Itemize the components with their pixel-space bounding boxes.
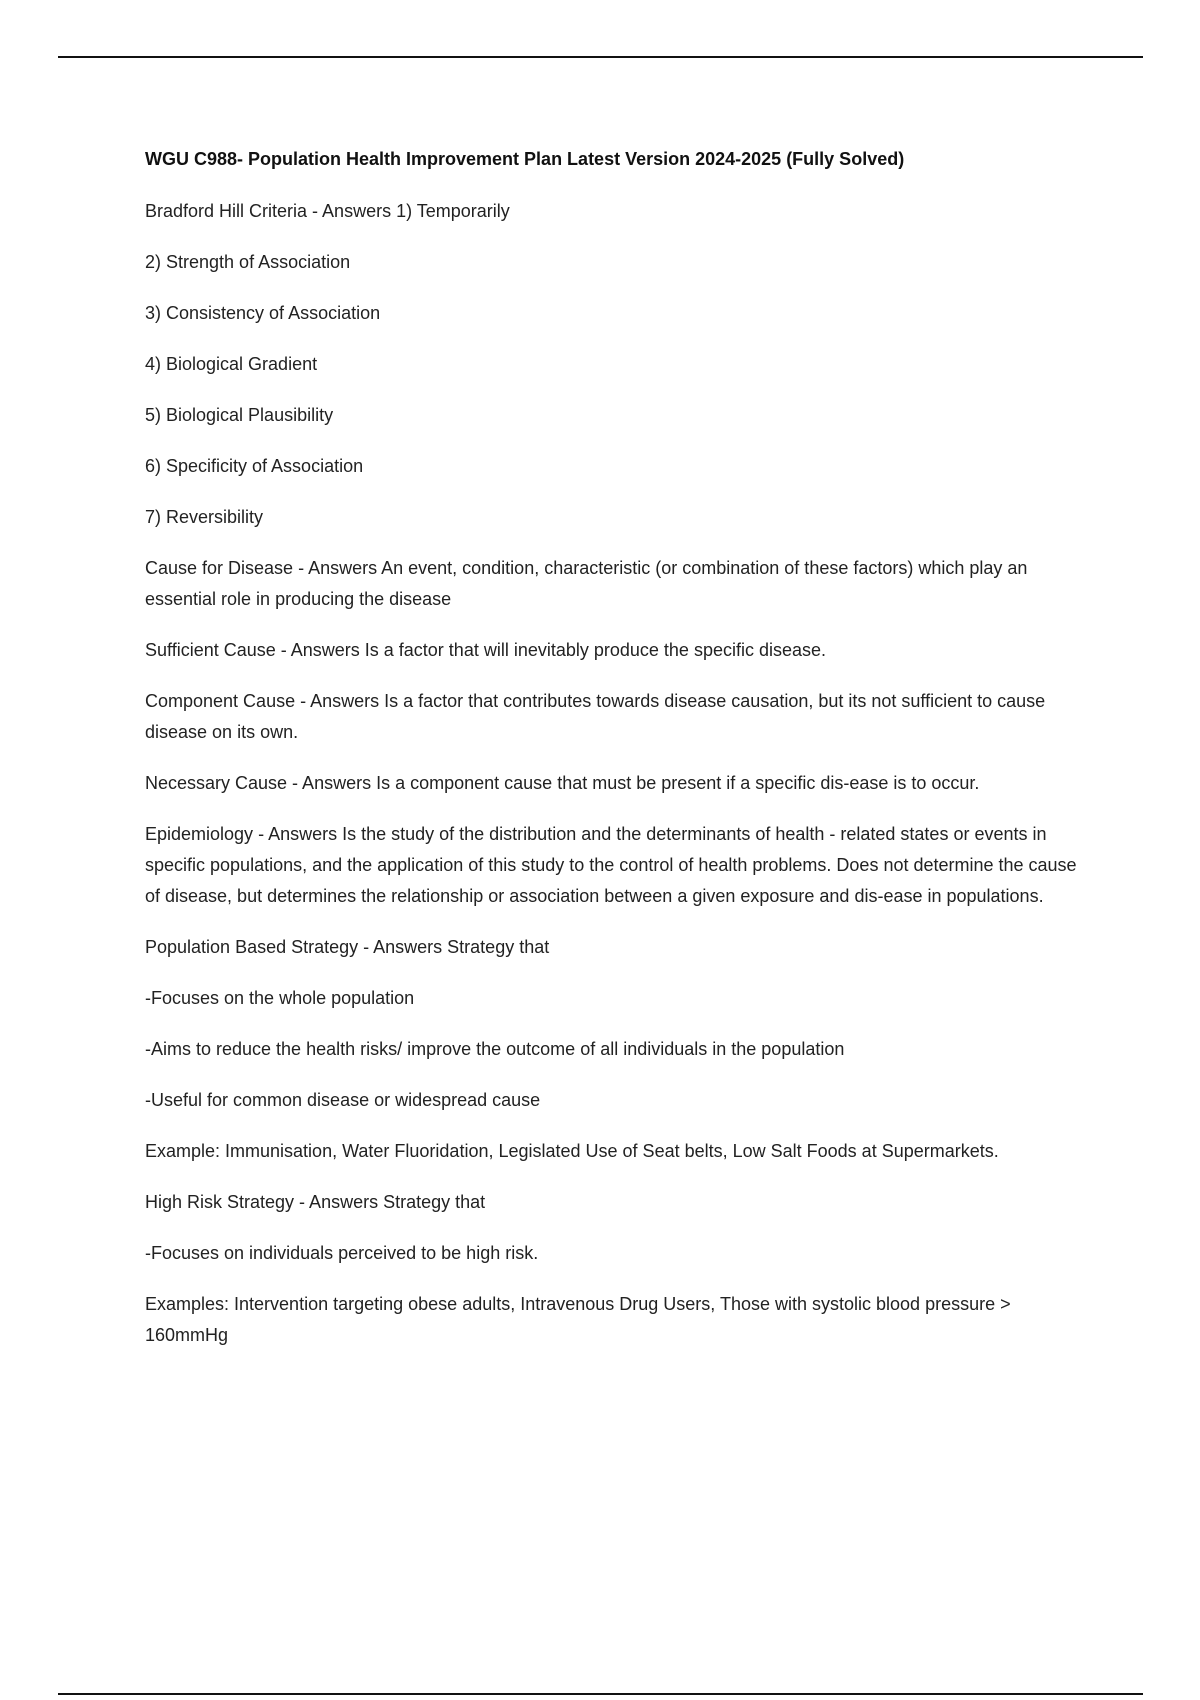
component-cause: Component Cause - Answers Is a factor that contributes towards disease causation, but its not sufficient to cause disease on its own. xyxy=(145,691,1046,742)
criteria-item: 4) Biological Gradient xyxy=(145,354,318,374)
criteria-item: 3) Consistency of Association xyxy=(145,303,381,323)
strategy-point: -Useful for common disease or widespread cause xyxy=(145,1090,541,1110)
criteria-item: 7) Reversibility xyxy=(145,507,264,527)
strategy-point: -Focuses on individuals perceived to be high risk. xyxy=(145,1243,539,1263)
strategy-point: -Focuses on the whole population xyxy=(145,988,415,1008)
bottom-rule xyxy=(58,1693,1143,1695)
cause-for-disease: Cause for Disease - Answers An event, condition, characteristic (or combination of these factors) which play an essential role in producing the disease xyxy=(145,558,1028,609)
high-risk-strategy: High Risk Strategy - Answers Strategy that xyxy=(145,1192,486,1212)
epidemiology: Epidemiology - Answers Is the study of the distribution and the determinants of health - related states or events in specific populations, and the application of this study to the control of health problems. Does not determine the cause of disease, but determines the relationship or association between a given exposure and dis-ease in populations. xyxy=(145,824,1077,906)
high-risk-strategy-examples: Examples: Intervention targeting obese adults, Intravenous Drug Users, Those with systolic blood pressure > 160mmHg xyxy=(145,1294,1011,1345)
bradford-hill-criteria: Bradford Hill Criteria - Answers 1) Temporarily xyxy=(145,201,510,221)
sufficient-cause: Sufficient Cause - Answers Is a factor that will inevitably produce the specific disease. xyxy=(145,640,827,660)
strategy-point: -Aims to reduce the health risks/ improve the outcome of all individuals in the population xyxy=(145,1039,845,1059)
criteria-item: 6) Specificity of Association xyxy=(145,456,364,476)
necessary-cause: Necessary Cause - Answers Is a component cause that must be present if a specific dis-ease is to occur. xyxy=(145,773,980,793)
criteria-item: 2) Strength of Association xyxy=(145,252,351,272)
criteria-item: 5) Biological Plausibility xyxy=(145,405,334,425)
document-body xyxy=(145,144,1085,1371)
population-strategy-example: Example: Immunisation, Water Fluoridation, Legislated Use of Seat belts, Low Salt Foods at Supermarkets. xyxy=(145,1141,999,1161)
document-title: WGU C988- Population Health Improvement Plan Latest Version 2024-2025 (Fully Solved) xyxy=(145,149,905,169)
top-rule xyxy=(58,56,1143,58)
population-based-strategy: Population Based Strategy - Answers Strategy that xyxy=(145,937,550,957)
